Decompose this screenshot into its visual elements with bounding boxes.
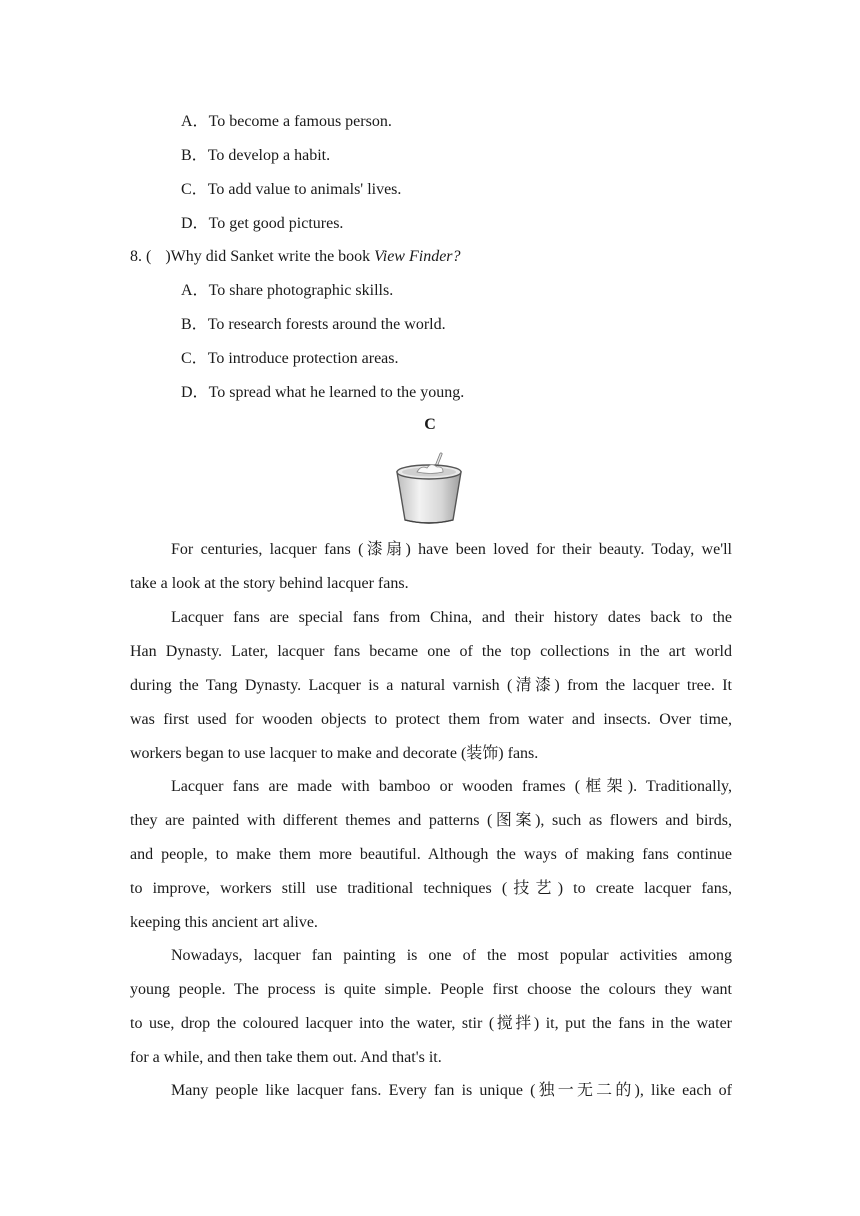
passage-line: was first used for wooden objects to protect them from water and insects. Over time, [130, 711, 732, 728]
question-text: Why did Sanket write the book [170, 248, 375, 265]
q7-option-c [181, 180, 401, 200]
passage-line: Many people like lacquer fans. Every fan is unique (独一无二的), like each of [171, 1082, 732, 1099]
q7-option-a [181, 112, 392, 132]
option-letter: B． [181, 316, 208, 333]
option-text: To get good pictures. [208, 215, 344, 232]
question-8-stem [130, 247, 461, 267]
option-text: To share photographic skills. [208, 282, 394, 299]
passage-line: Lacquer fans are special fans from China, and their history dates back to the [171, 609, 732, 626]
q7-option-d [181, 214, 343, 234]
option-text: To become a famous person. [208, 113, 392, 130]
option-text: To introduce protection areas. [207, 350, 399, 367]
passage-line: workers began to use lacquer to make and decorate (装饰) fans. [130, 745, 539, 762]
passage-line: during the Tang Dynasty. Lacquer is a natural varnish (清漆) from the lacquer tree. It [130, 677, 732, 694]
lacquer-bucket-icon [393, 450, 465, 526]
q8-option-b [181, 315, 446, 335]
passage-line: and people, to make them more beautiful. Although the ways of making fans continue [130, 846, 732, 863]
option-text: To develop a habit. [207, 147, 331, 164]
passage-line: they are painted with different themes and patterns (图案), such as flowers and birds, [130, 812, 732, 829]
question-close-paren: ) [165, 248, 171, 265]
q8-option-a [181, 281, 393, 301]
option-letter: A． [181, 113, 209, 130]
option-text: To add value to animals' lives. [207, 181, 402, 198]
q8-option-c [181, 349, 399, 369]
q7-option-b [181, 146, 330, 166]
option-letter: D． [181, 384, 209, 401]
section-heading: C [424, 416, 436, 433]
question-number: 8. ( [130, 248, 152, 265]
book-title: View Finder? [374, 248, 461, 265]
option-letter: A． [181, 282, 209, 299]
passage-line: young people. The process is quite simple. People first choose the colours they want [130, 981, 732, 998]
passage-line: Lacquer fans are made with bamboo or wooden frames (框架). Traditionally, [171, 778, 732, 795]
passage-line: take a look at the story behind lacquer fans. [130, 575, 409, 592]
option-letter: D． [181, 215, 209, 232]
passage-line: Nowadays, lacquer fan painting is one of the most popular activities among [171, 947, 732, 964]
option-letter: C． [181, 181, 208, 198]
passage-line: for a while, and then take them out. And that's it. [130, 1049, 442, 1066]
option-letter: B． [181, 147, 208, 164]
option-text: To spread what he learned to the young. [208, 384, 465, 401]
passage-line: Han Dynasty. Later, lacquer fans became one of the top collections in the art world [130, 643, 732, 660]
passage-line: to use, drop the coloured lacquer into the water, stir (搅拌) it, put the fans in the water [130, 1015, 732, 1032]
passage-line: keeping this ancient art alive. [130, 914, 318, 931]
passage-line: For centuries, lacquer fans (漆扇) have been loved for their beauty. Today, we'll [171, 541, 732, 558]
option-text: To research forests around the world. [207, 316, 446, 333]
passage-line: to improve, workers still use traditional techniques (技艺) to create lacquer fans, [130, 880, 732, 897]
option-letter: C． [181, 350, 208, 367]
q8-option-d [181, 383, 464, 403]
